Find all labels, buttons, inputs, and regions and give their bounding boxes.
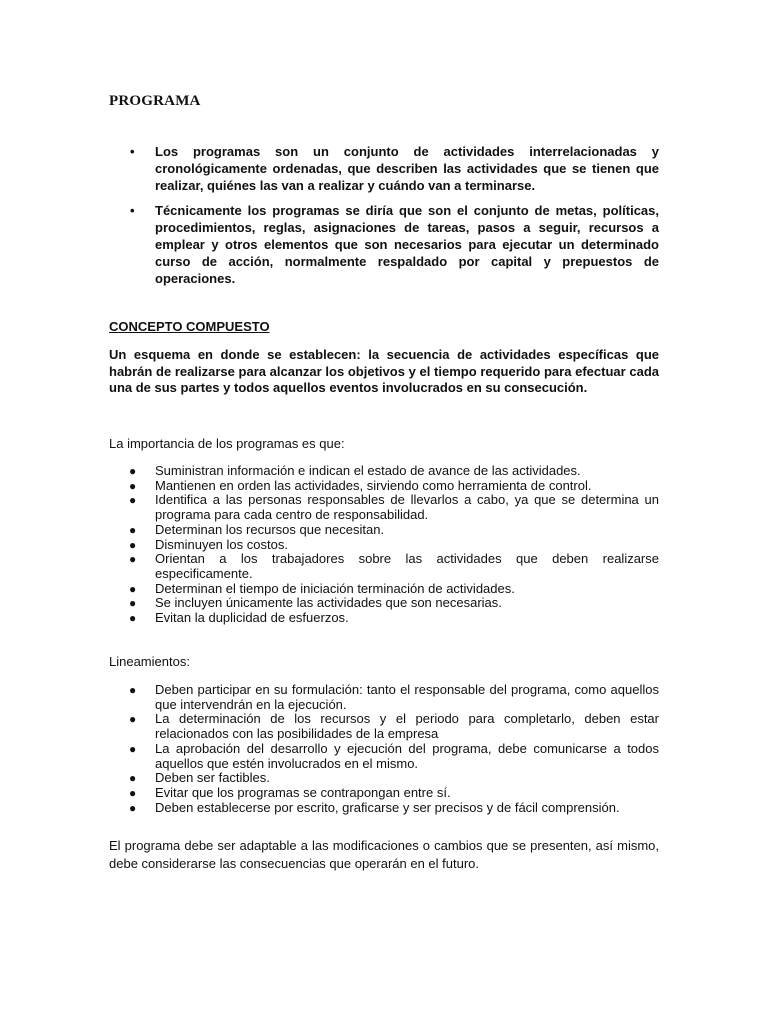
bullet-dot-icon: ● (129, 478, 137, 493)
list-item (109, 742, 659, 771)
list-item (109, 596, 659, 611)
list-item (109, 464, 659, 479)
list-item (109, 552, 659, 581)
concepto-paragraph: Un esquema en donde se establecen: la secuencia de actividades específicas que habrán de realizarse para alcanzar los objetivos y el tiempo requerido para efectuar cada una de sus partes y todos aquellos eventos involucrados en su consecución. (109, 347, 659, 395)
list-item-text: La determinación de los recursos y el periodo para completarlo, deben estar relacionados con las posibilidades de la empresa (155, 711, 659, 742)
list-item-text: Deben participar en su formulación: tanto el responsable del programa, como aquellos que intervendrán en la ejecución. (155, 682, 659, 712)
list-item (109, 493, 659, 522)
bullet-dot-icon: ● (129, 611, 137, 626)
bullet-dot-icon: ● (129, 552, 137, 567)
intro-bullet-list (109, 144, 659, 296)
bullet-dot-icon: ● (129, 712, 137, 727)
list-item (109, 203, 659, 287)
bullet-dot-icon: ● (129, 581, 137, 596)
bullet-dot-icon: ● (129, 741, 137, 756)
lineamientos-intro: Lineamientos: (109, 654, 190, 669)
list-item (109, 712, 659, 741)
list-item-text: Los programas son un conjunto de actividades interrelacionadas y cronológicamente ordenadas, que describen las actividades que se tienen que realizar, quiénes las van a realizar y cuándo van a terminarse. (155, 144, 659, 193)
bullet-dot-icon: ● (129, 493, 137, 508)
list-item-text: Se incluyen únicamente las actividades que son necesarias. (155, 595, 502, 611)
list-item (109, 611, 659, 626)
list-item-text: Deben ser factibles. (155, 770, 270, 786)
bullet-icon: • (130, 144, 135, 159)
bullet-dot-icon: ● (129, 683, 137, 697)
bullet-dot-icon: ● (129, 771, 137, 786)
lineamientos-list (109, 683, 659, 815)
list-item (109, 582, 659, 597)
importancia-intro: La importancia de los programas es que: (109, 436, 345, 451)
closing-paragraph: El programa debe ser adaptable a las modificaciones o cambios que se presenten, así mismo, debe considerarse las consecuencias que operarán en el futuro. (109, 838, 659, 871)
bullet-dot-icon: ● (129, 537, 137, 552)
list-item-text: Deben establecerse por escrito, graficarse y ser precisos y de fácil comprensión. (155, 799, 620, 815)
list-item-text: Evitan la duplicidad de esfuerzos. (155, 610, 349, 626)
list-item (109, 479, 659, 494)
bullet-dot-icon: ● (129, 522, 137, 537)
list-item (109, 801, 659, 816)
list-item-text: Disminuyen los costos. (155, 536, 288, 552)
list-item-text: Suministran información e indican el estado de avance de las actividades. (155, 463, 581, 478)
list-item (109, 771, 659, 786)
list-item (109, 144, 659, 194)
list-item-text: La aprobación del desarrollo y ejecución del programa, debe comunicarse a todos aquellos que estén involucrados en el mismo. (155, 740, 659, 771)
list-item-text: Técnicamente los programas se diría que son el conjunto de metas, políticas, procedimientos, reglas, asignaciones de tareas, pasos a seguir, recursos a emplear y otros elementos que son necesarios para ejecutar un determinado curso de acción, normalmente respaldado por capital y prepuestos de operaciones. (155, 203, 659, 286)
list-item-text: Evitar que los programas se contrapongan entre sí. (155, 784, 451, 800)
bullet-icon: • (130, 203, 135, 219)
list-item-text: Identifica a las personas responsables de llevarlos a cabo, ya que se determina un programa para cada centro de responsabilidad. (155, 492, 659, 523)
list-item (109, 538, 659, 553)
importancia-list (109, 464, 659, 626)
bullet-dot-icon: ● (129, 800, 137, 815)
concepto-heading: CONCEPTO COMPUESTO (109, 319, 270, 334)
page-title: PROGRAMA (109, 93, 201, 109)
list-item-text: Determinan el tiempo de iniciación terminación de actividades. (155, 580, 515, 596)
list-item-text: Mantienen en orden las actividades, sirviendo como herramienta de control. (155, 477, 592, 493)
list-item (109, 523, 659, 538)
list-item (109, 786, 659, 801)
bullet-dot-icon: ● (129, 464, 137, 478)
list-item (109, 683, 659, 712)
bullet-dot-icon: ● (129, 596, 137, 611)
list-item-text: Determinan los recursos que necesitan. (155, 521, 385, 537)
bullet-dot-icon: ● (129, 785, 137, 800)
list-item-text: Orientan a los trabajadores sobre las actividades que deben realizarse especificamente. (155, 551, 659, 581)
